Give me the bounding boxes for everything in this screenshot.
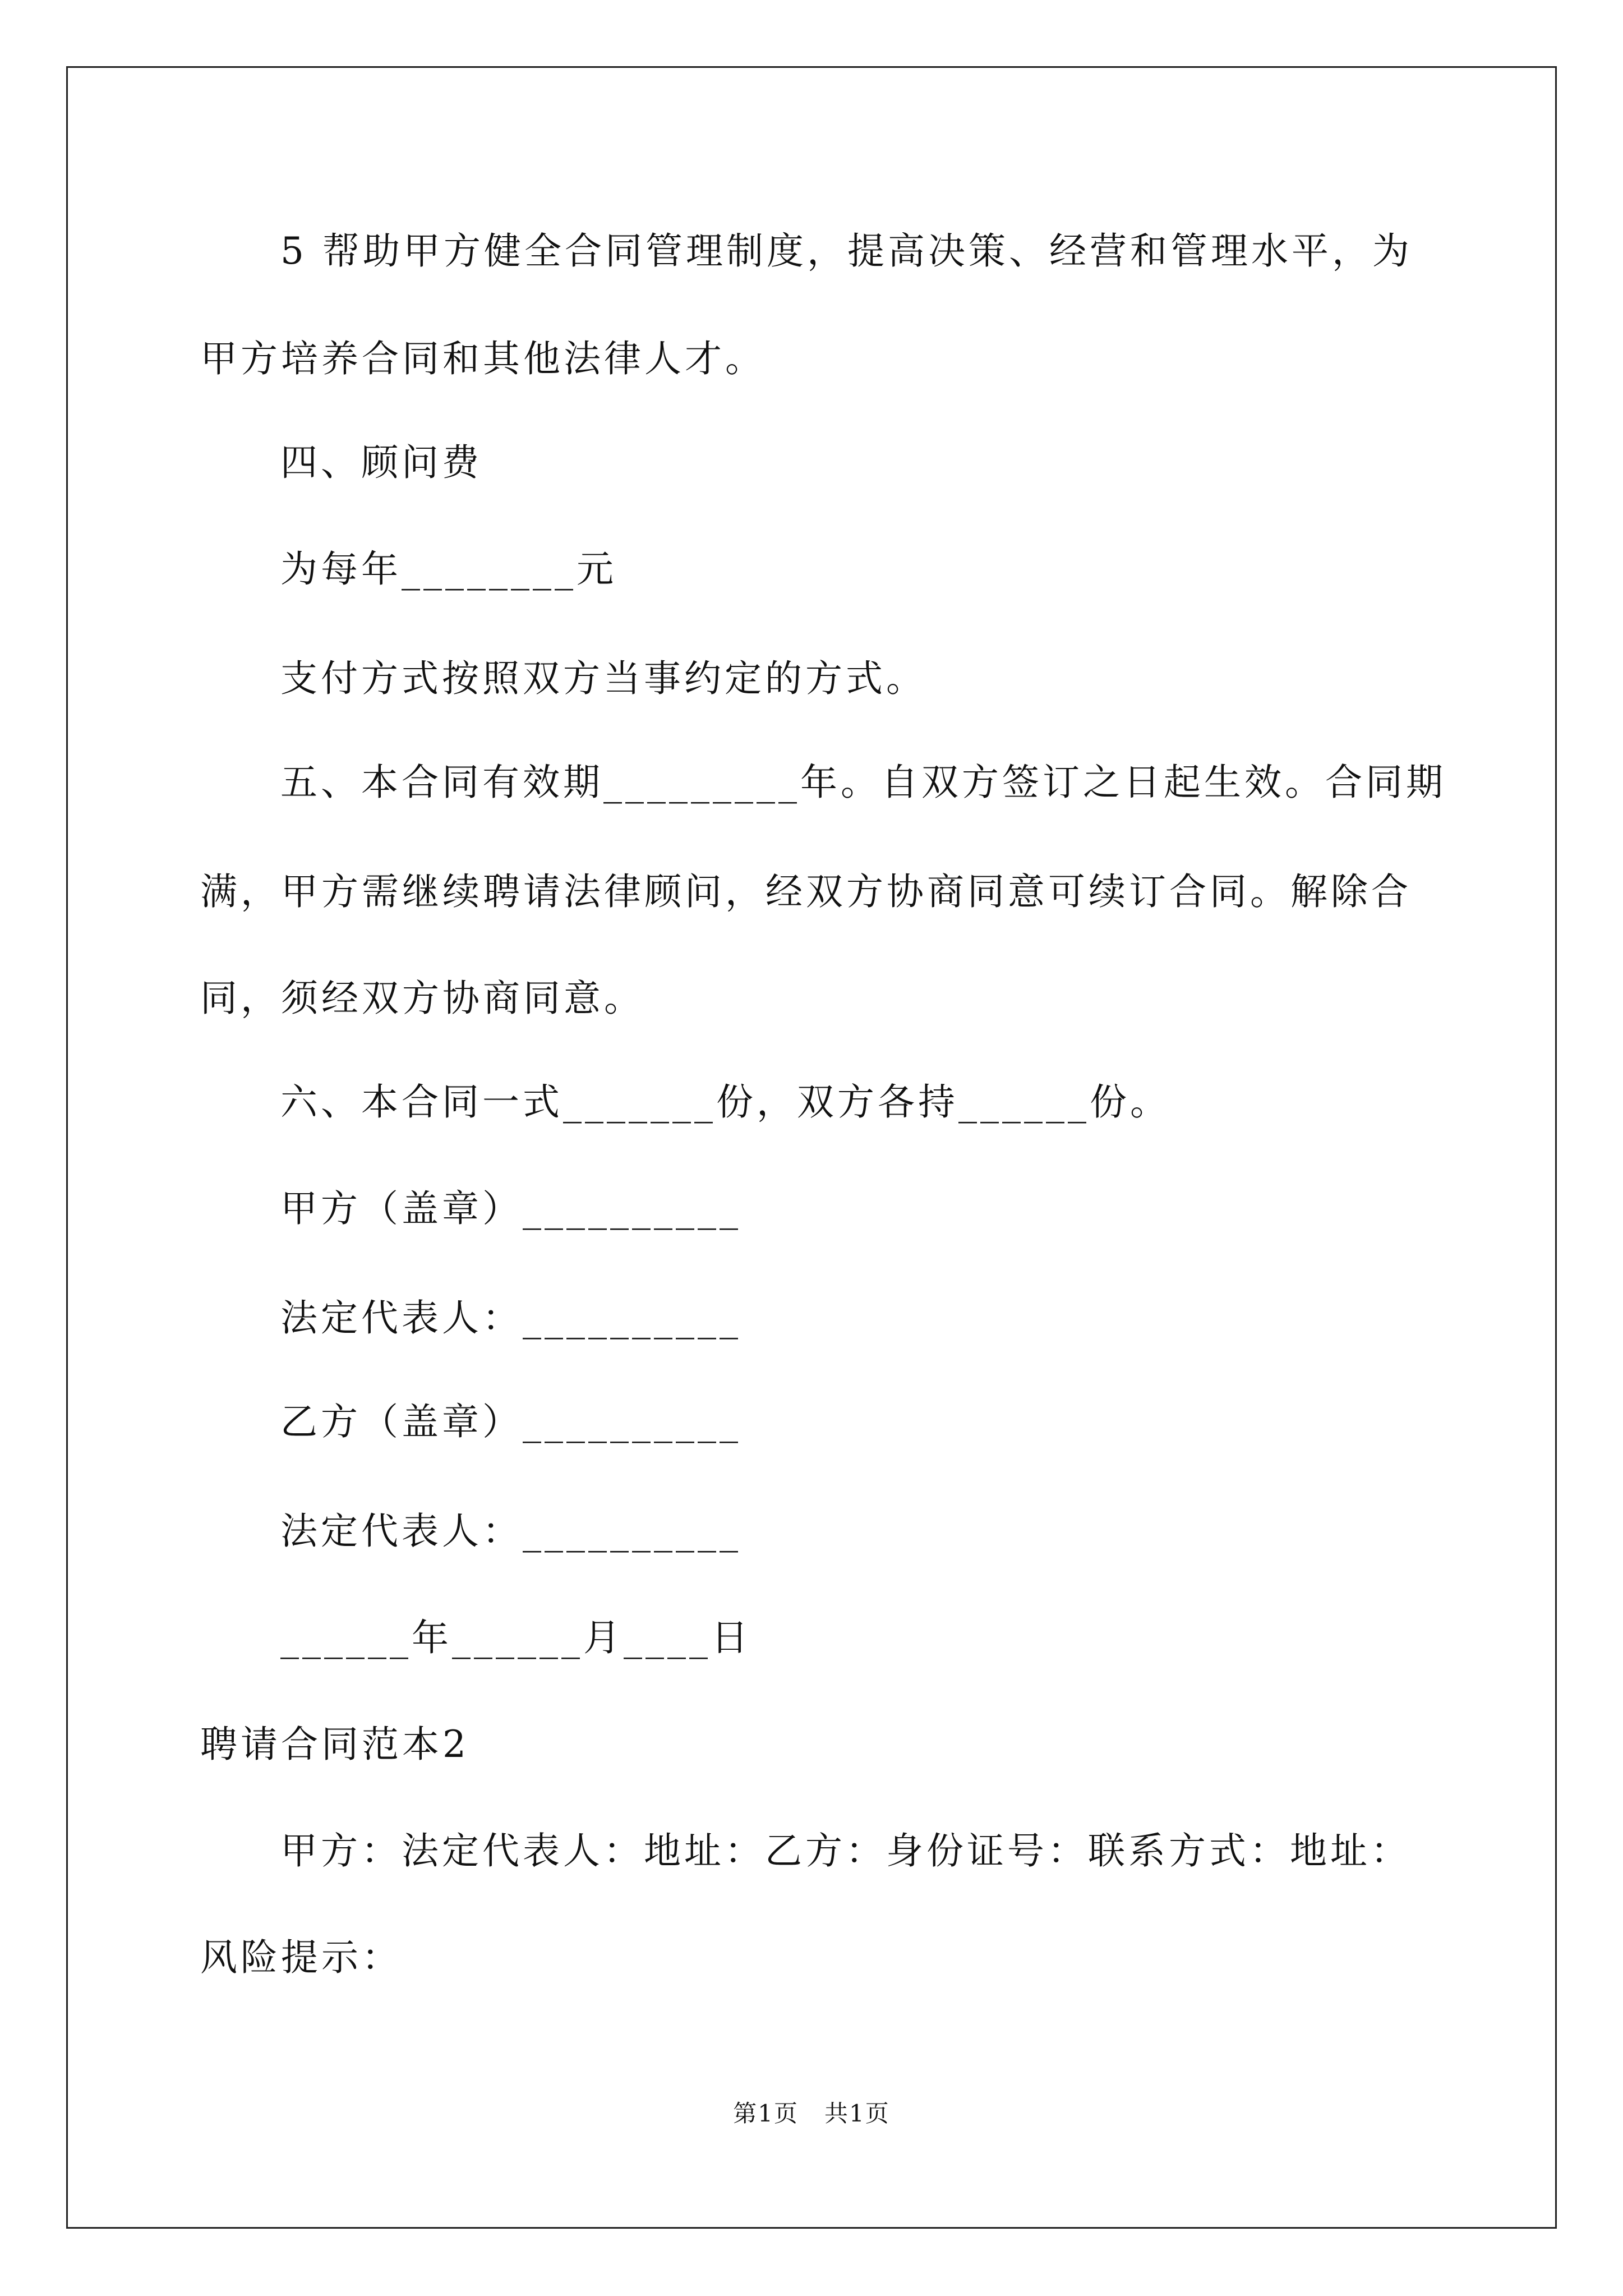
signature-line: 法定代表人：__________	[280, 1296, 741, 1340]
paragraph-line: 满，甲方需继续聘请法律顾问，经双方协商同意可续订合同。解除合	[200, 870, 1412, 913]
date-line: ______年______月____日	[280, 1616, 751, 1659]
paragraph-line: 为每年________元	[280, 547, 617, 591]
paragraph-line: 甲方培养合同和其他法律人才。	[200, 337, 766, 380]
paragraph-line: 甲方：法定代表人：地址：乙方：身份证号：联系方式：地址：	[280, 1829, 1411, 1872]
document-title: 聘请合同范本2	[200, 1723, 469, 1766]
paragraph-line: 支付方式按照双方当事约定的方式。	[280, 657, 926, 700]
signature-line: 法定代表人：__________	[280, 1510, 741, 1553]
signature-line: 甲方（盖章）__________	[280, 1187, 741, 1230]
paragraph-line: 风险提示：	[200, 1936, 402, 1979]
paragraph-line: 六、本合同一式_______份，双方各持______份。	[280, 1080, 1170, 1124]
paragraph-line: 同，须经双方协商同意。	[200, 977, 644, 1020]
paragraph-line: 五、本合同有效期_________年。自双方签订之日起生效。合同期	[280, 761, 1446, 804]
page-number: 第1页 共1页	[733, 2100, 890, 2127]
paragraph-line: 5 帮助甲方健全合同管理制度，提高决策、经营和管理水平，为	[280, 229, 1413, 273]
signature-line: 乙方（盖章）__________	[280, 1400, 741, 1443]
page-border	[66, 66, 1557, 2229]
section-heading: 四、顾问费	[280, 441, 482, 484]
